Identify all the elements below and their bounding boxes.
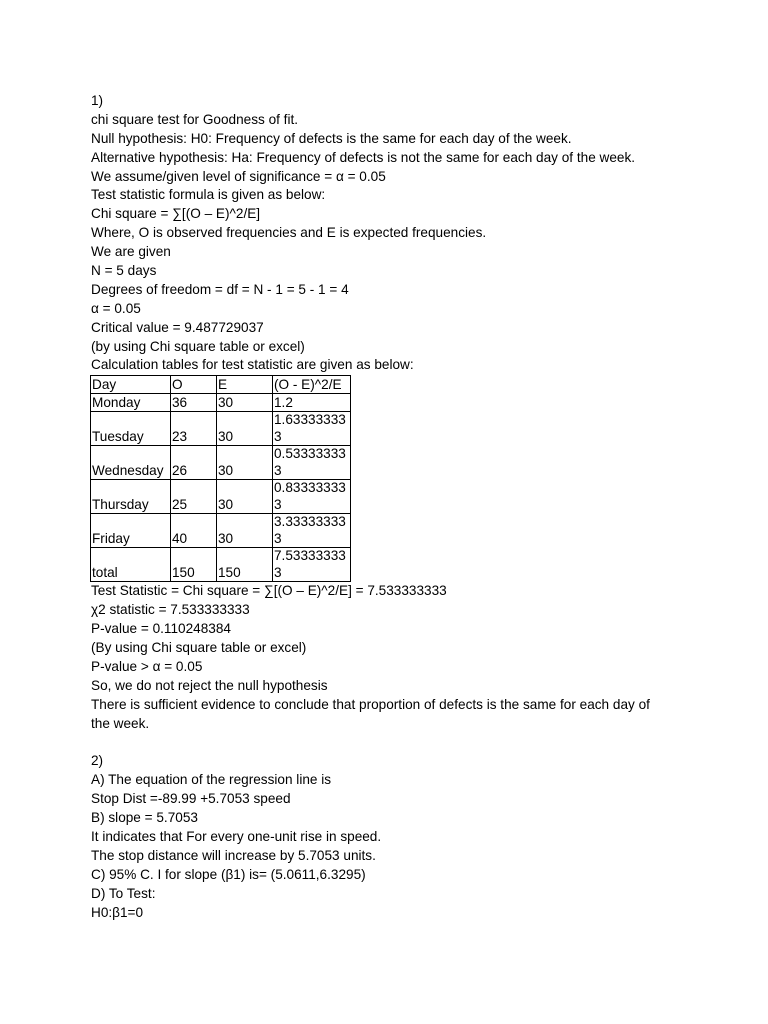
cell-chi-component [273,446,351,480]
cell-chi-component [273,394,351,412]
calculation-table [90,375,351,582]
table-row [91,394,351,412]
cell-chi-component [273,412,351,446]
spacer [91,734,691,753]
significance-level: We assume/given level of significance = α = 0.05 [91,168,386,184]
cell-e: 30 [217,446,273,480]
cell-o: 23 [171,412,217,446]
cell-day: Tuesday [91,412,171,446]
table-header-row [91,376,351,394]
q2-part-c: C) 95% C. I for slope (β1) is= (5.0611,6.3295) [91,866,366,882]
p-value-note: (By using Chi square table or excel) [91,640,307,656]
cell-day: Friday [91,514,171,548]
cell-e: 30 [217,480,273,514]
n-days: N = 5 days [91,263,157,279]
table-row [91,412,351,446]
cell-chi-value: 1.633333333 [274,412,346,444]
table-row [91,480,351,514]
cell-o: 25 [171,480,217,514]
q2-number: 2) [91,753,104,769]
cell-day: Monday [91,394,171,412]
alpha-value: α = 0.05 [91,300,141,316]
q2-part-d: D) To Test: [91,885,156,901]
formula-intro: Test statistic formula is given as below: [91,187,326,203]
q2-part-b: B) slope = 5.7053 [91,810,198,826]
cell-chi-value: 0.533333333 [274,446,346,478]
critical-value: Critical value = 9.487729037 [91,319,264,335]
given-intro: We are given [91,244,171,260]
table-intro: Calculation tables for test statistic are given as below: [91,357,414,373]
cell-e: 30 [217,412,273,446]
cell-e: 150 [217,548,273,582]
decision: So, we do not reject the null hypothesis [91,677,328,693]
conclusion: There is sufficient evidence to conclude that proportion of defects is the same for each day of the week. [91,696,650,731]
cell-chi-value: 1.2 [274,394,293,410]
cell-chi-component [273,480,351,514]
q1-title: chi square test for Goodness of fit. [91,111,299,127]
document-page [91,92,691,922]
cell-o: 40 [171,514,217,548]
table-total-row [91,548,351,582]
table-row [91,446,351,480]
q2-part-a: A) The equation of the regression line is [91,772,332,788]
null-hypothesis-slope: H0:β1=0 [91,904,144,920]
p-value-comparison: P-value > α = 0.05 [91,658,203,674]
cell-o: 26 [171,446,217,480]
null-hypothesis: Null hypothesis: H0: Frequency of defects is the same for each day of the week. [91,130,572,146]
critical-note: (by using Chi square table or excel) [91,338,305,354]
cell-o: 36 [171,394,217,412]
slope-explanation-2: The stop distance will increase by 5.7053 units. [91,847,376,863]
cell-chi-component [273,514,351,548]
cell-chi-component [273,548,351,582]
header-chi-component: (O - E)^2/E [273,376,351,394]
chi-square-formula: Chi square = ∑[(O – E)^2/E] [91,206,261,222]
alternative-hypothesis: Alternative hypothesis: Ha: Frequency of defects is not the same for each day of the week. [91,149,636,165]
header-day: Day [91,376,171,394]
formula-where: Where, O is observed frequencies and E is expected frequencies. [91,225,487,241]
chi2-statistic: χ2 statistic = 7.533333333 [91,602,250,618]
q1-number: 1) [91,93,104,108]
cell-e: 30 [217,514,273,548]
cell-chi-value: 0.833333333 [274,480,346,512]
cell-o: 150 [171,548,217,582]
table-row [91,514,351,548]
header-o: O [171,376,217,394]
cell-e: 30 [217,394,273,412]
cell-day: Thursday [91,480,171,514]
header-e: E [217,376,273,394]
degrees-of-freedom: Degrees of freedom = df = N - 1 = 5 - 1 = 4 [91,281,349,297]
slope-explanation-1: It indicates that For every one-unit rise in speed. [91,828,382,844]
p-value: P-value = 0.110248384 [91,621,231,637]
cell-day: total [91,548,171,582]
regression-equation: Stop Dist =-89.99 +5.7053 speed [91,791,291,807]
test-statistic: Test Statistic = Chi square = ∑[(O – E)^2/E] = 7.533333333 [91,583,447,599]
cell-day: Wednesday [91,446,171,480]
cell-chi-value: 7.533333333 [274,548,346,580]
cell-chi-value: 3.333333333 [274,514,346,546]
